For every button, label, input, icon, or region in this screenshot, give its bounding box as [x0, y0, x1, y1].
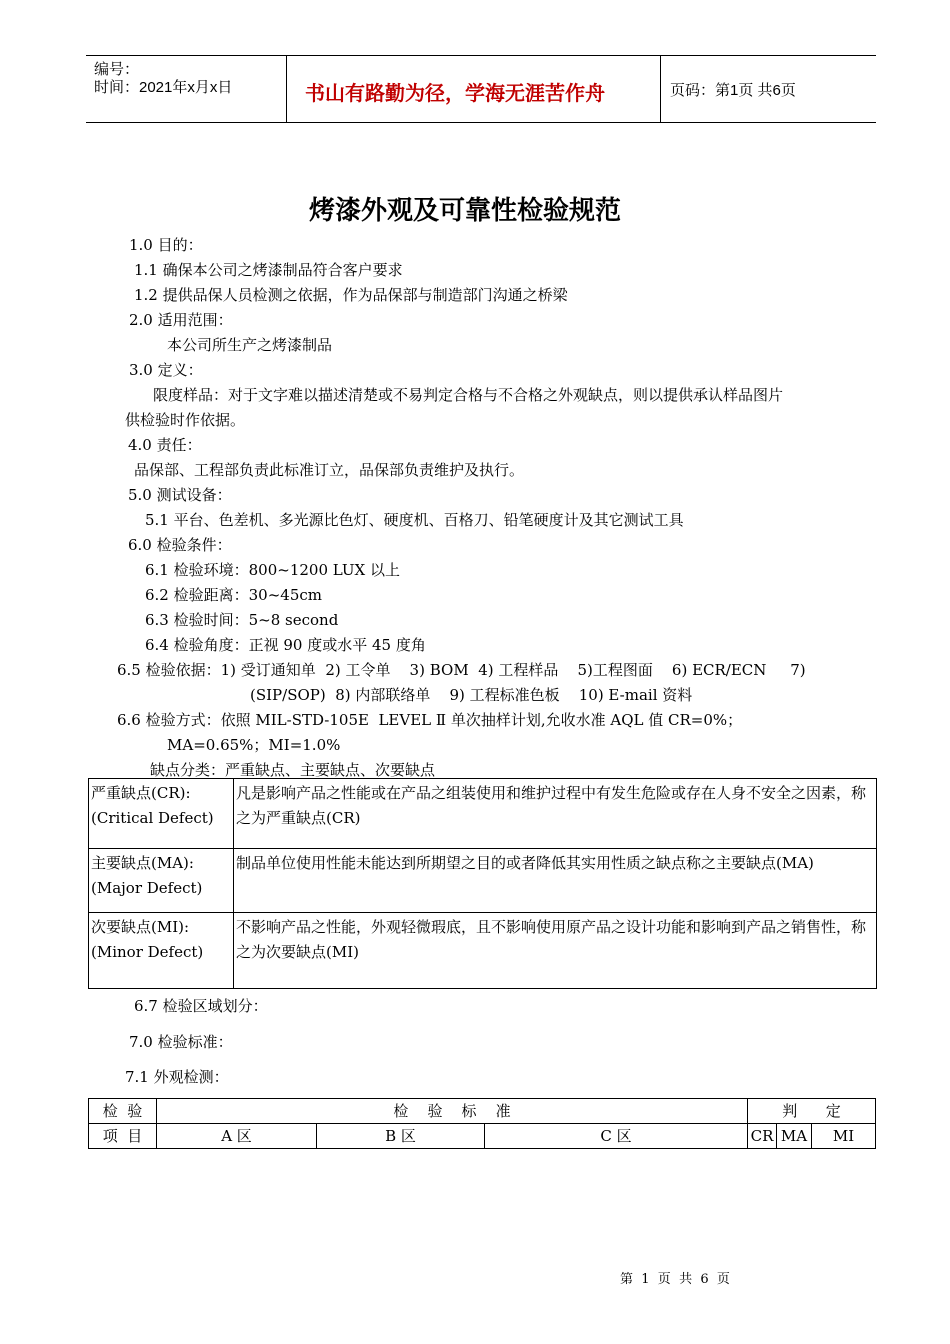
- section-4-0: 4.0 责任：: [128, 436, 202, 454]
- zone-a-header: A 区: [157, 1124, 317, 1149]
- doc-time-label: 时间：2021年x月x日: [94, 79, 233, 96]
- section-6-4: 6.4 检验角度：正视 90 度或水平 45 度角: [145, 636, 426, 654]
- section-2-0: 2.0 适用范围：: [129, 311, 233, 329]
- table-subheader-row: [89, 1124, 876, 1149]
- section-7-1: 7.1 外观检测：: [125, 1068, 229, 1086]
- header-motto: 书山有路勤为径，学海无涯苦作舟: [305, 83, 605, 105]
- page-footer: 第 1 页 共 6 页: [620, 1272, 730, 1287]
- section-4-text: 品保部、工程部负责此标准订立，品保部负责维护及执行。: [134, 461, 525, 479]
- section-6-2: 6.2 检验距离：30~45cm: [145, 586, 322, 604]
- section-1-1: 1.1 确保本公司之烤漆制品符合客户要求: [134, 261, 403, 279]
- defect-name: 次要缺点(MI):: [91, 918, 190, 936]
- section-3-0: 3.0 定义：: [129, 361, 203, 379]
- page-title: 烤漆外观及可靠性检验规范: [309, 196, 622, 226]
- header-page-code: 页码：第1页 共6页: [670, 82, 796, 99]
- table-row: [89, 779, 877, 849]
- table-header-row: [89, 1099, 876, 1124]
- defect-name-cell: [89, 913, 234, 989]
- ma-header: MA: [777, 1124, 812, 1149]
- header-item-bottom: 项 目: [89, 1124, 157, 1149]
- section-6-1: 6.1 检验环境：800~1200 LUX 以上: [145, 561, 400, 579]
- section-2-text: 本公司所生产之烤漆制品: [167, 336, 333, 354]
- zone-b-header: B 区: [317, 1124, 485, 1149]
- section-6-6-cont: MA=0.65%；MI=1.0%: [167, 736, 341, 754]
- section-6-5-cont: (SIP/SOP) 8) 内部联络单 9) 工程标准色板 10) E-mail 资料: [250, 686, 693, 704]
- section-3-text-2: 供检验时作依据。: [125, 411, 246, 429]
- section-3-text-1: 限度样品：对于文字难以描述清楚或不易判定合格与不合格之外观缺点，则以提供承认样品图片: [153, 386, 784, 404]
- defect-classification: 缺点分类：严重缺点、主要缺点、次要缺点: [150, 761, 436, 779]
- table-row: [89, 913, 877, 989]
- defect-name-cell: [89, 849, 234, 913]
- section-6-5: 6.5 检验依据：1) 受订通知单 2) 工令单 3) BOM 4) 工程样品 5)工程图面 6) ECR/ECN 7): [117, 661, 806, 679]
- section-6-7: 6.7 检验区域划分：: [134, 997, 268, 1015]
- section-5-1: 5.1 平台、色差机、多光源比色灯、硬度机、百格刀、铅笔硬度计及其它测试工具: [145, 511, 684, 529]
- section-6-0: 6.0 检验条件：: [128, 536, 232, 554]
- defect-desc: 凡是影响产品之性能或在产品之组装使用和维护过程中有发生危险或存在人身不安全之因素，称之为严重缺点(CR): [234, 779, 877, 849]
- header-divider-left: [286, 56, 287, 122]
- header-top-rule: [86, 55, 876, 56]
- header-standard: 检 验 标 准: [157, 1099, 748, 1124]
- section-7-0: 7.0 检验标准：: [129, 1033, 233, 1051]
- defect-desc: 不影响产品之性能，外观轻微瑕底，且不影响使用原产品之设计功能和影响到产品之销售性，称之为次要缺点(MI): [234, 913, 877, 989]
- defect-name: 严重缺点(CR):: [91, 784, 191, 802]
- defect-name: 主要缺点(MA):: [91, 854, 194, 872]
- section-6-3: 6.3 检验时间：5~8 second: [145, 611, 339, 629]
- defect-name-en: (Major Defect): [91, 879, 203, 897]
- header-bottom-rule: [86, 122, 876, 123]
- defect-name-en: (Minor Defect): [91, 943, 204, 961]
- section-5-0: 5.0 测试设备：: [128, 486, 232, 504]
- defect-name-en: (Critical Defect): [91, 809, 214, 827]
- inspection-standard-table: [88, 1098, 876, 1149]
- header-judge: 判 定: [748, 1099, 876, 1124]
- zone-c-header: C 区: [485, 1124, 748, 1149]
- mi-header: MI: [812, 1124, 876, 1149]
- defect-desc: 制品单位使用性能未能达到所期望之目的或者降低其实用性质之缺点称之主要缺点(MA): [234, 849, 877, 913]
- section-1-0: 1.0 目的：: [129, 236, 203, 254]
- cr-header: CR: [748, 1124, 777, 1149]
- header-item-top: 检 验: [89, 1099, 157, 1124]
- defect-name-cell: [89, 779, 234, 849]
- section-1-2: 1.2 提供品保人员检测之依据，作为品保部与制造部门沟通之桥梁: [134, 286, 568, 304]
- defect-definition-table: [88, 778, 877, 989]
- header-divider-right: [660, 56, 661, 122]
- table-row: [89, 849, 877, 913]
- doc-number-label: 编号：: [94, 61, 140, 78]
- section-6-6: 6.6 检验方式：依照 MIL-STD-105E LEVEL Ⅱ 单次抽样计划,允收水准 AQL 值 CR=0%；: [117, 711, 743, 729]
